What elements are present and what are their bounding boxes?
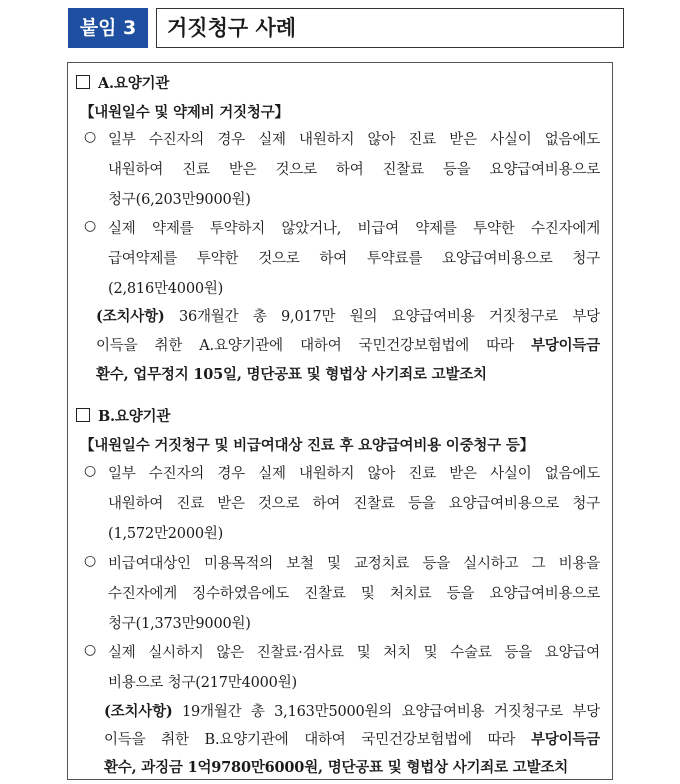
checkbox-square-icon (76, 408, 90, 422)
action-emphasis: 부당이득금 (530, 731, 600, 748)
item-line: 청구(1,373만9000원) (108, 616, 251, 632)
action-label: (조치사항) (96, 308, 165, 325)
section-b-name: B.요양기관 (98, 408, 171, 425)
checkbox-square-icon (76, 75, 90, 89)
item-line: 수진자에게 징수하였음에도 진찰료 및 처치료 등을 요양급여비용으로 (108, 586, 600, 602)
action-emphasis: 부당이득금 (530, 337, 600, 354)
attachment-tag: 붙임 3 (68, 8, 148, 48)
action-line (104, 728, 600, 749)
page-title: 거짓청구 사례 (156, 8, 624, 48)
item-line: 내원하여 진료 받은 것으로 하여 진찰료 등을 요양급여비용으로 (108, 162, 600, 178)
bullet-icon: ○ (84, 218, 97, 234)
action-text: 이득을 취한 A.요양기관에 대하여 국민건강보험법에 따라 (96, 338, 531, 354)
bullet-icon: ○ (84, 463, 97, 479)
section-a-heading (76, 72, 169, 93)
item-line: 일부 수진자의 경우 실제 내원하지 않아 진료 받은 사실이 없음에도 (108, 466, 600, 482)
action-text: 36개월간 총 9,017만 원의 요양급여비용 거짓청구로 부당 (178, 309, 600, 325)
item-line: 실제 약제를 투약하지 않았거나, 비급여 약제를 투약한 수진자에게 (108, 221, 600, 237)
item-line: 내원하여 진료 받은 것으로 하여 진찰료 등을 요양급여비용으로 청구 (108, 496, 600, 512)
item-line: (1,572만2000원) (108, 526, 224, 542)
action-text: 19개월간 총 3,163만5000원의 요양급여비용 거짓청구로 부당 (182, 704, 600, 720)
section-a-name: A.요양기관 (98, 75, 170, 92)
action-line: 환수, 업무정지 105일, 명단공표 및 형법상 사기죄로 고발조치 (96, 366, 487, 383)
page-header (68, 8, 614, 48)
bullet-icon: ○ (84, 553, 97, 569)
action-line (96, 334, 600, 355)
item-line: 비용으로 청구(217만4000원) (108, 675, 297, 691)
section-a-subtitle: 【내원일수 및 약제비 거짓청구】 (80, 104, 289, 121)
item-line: 일부 수진자의 경우 실제 내원하지 않아 진료 받은 사실이 없음에도 (108, 132, 600, 148)
item-line: 청구(6,203만9000원) (108, 192, 251, 208)
action-text: 이득을 취한 B.요양기관에 대하여 국민건강보험법에 따라 (104, 732, 531, 748)
bullet-icon: ○ (84, 642, 97, 658)
action-line (96, 305, 600, 326)
action-label: (조치사항) (104, 703, 173, 720)
item-line: 급여약제를 투약한 것으로 하여 투약료를 요양급여비용으로 청구 (108, 251, 600, 267)
action-line: 환수, 과징금 1억9780만6000원, 명단공표 및 형법상 사기죄로 고발조치 (104, 759, 569, 776)
item-line: 비급여대상인 미용목적의 보철 및 교정치료 등을 실시하고 그 비용을 (108, 556, 600, 572)
item-line: (2,816만4000원) (108, 281, 224, 297)
item-line: 실제 실시하지 않은 진찰료·검사료 및 처치 및 수술료 등을 요양급여 (108, 645, 600, 661)
action-line (104, 700, 600, 721)
section-b-heading (76, 405, 170, 426)
bullet-icon: ○ (84, 129, 97, 145)
section-b-subtitle: 【내원일수 거짓청구 및 비급여대상 진료 후 요양급여비용 이중청구 등】 (80, 437, 534, 454)
